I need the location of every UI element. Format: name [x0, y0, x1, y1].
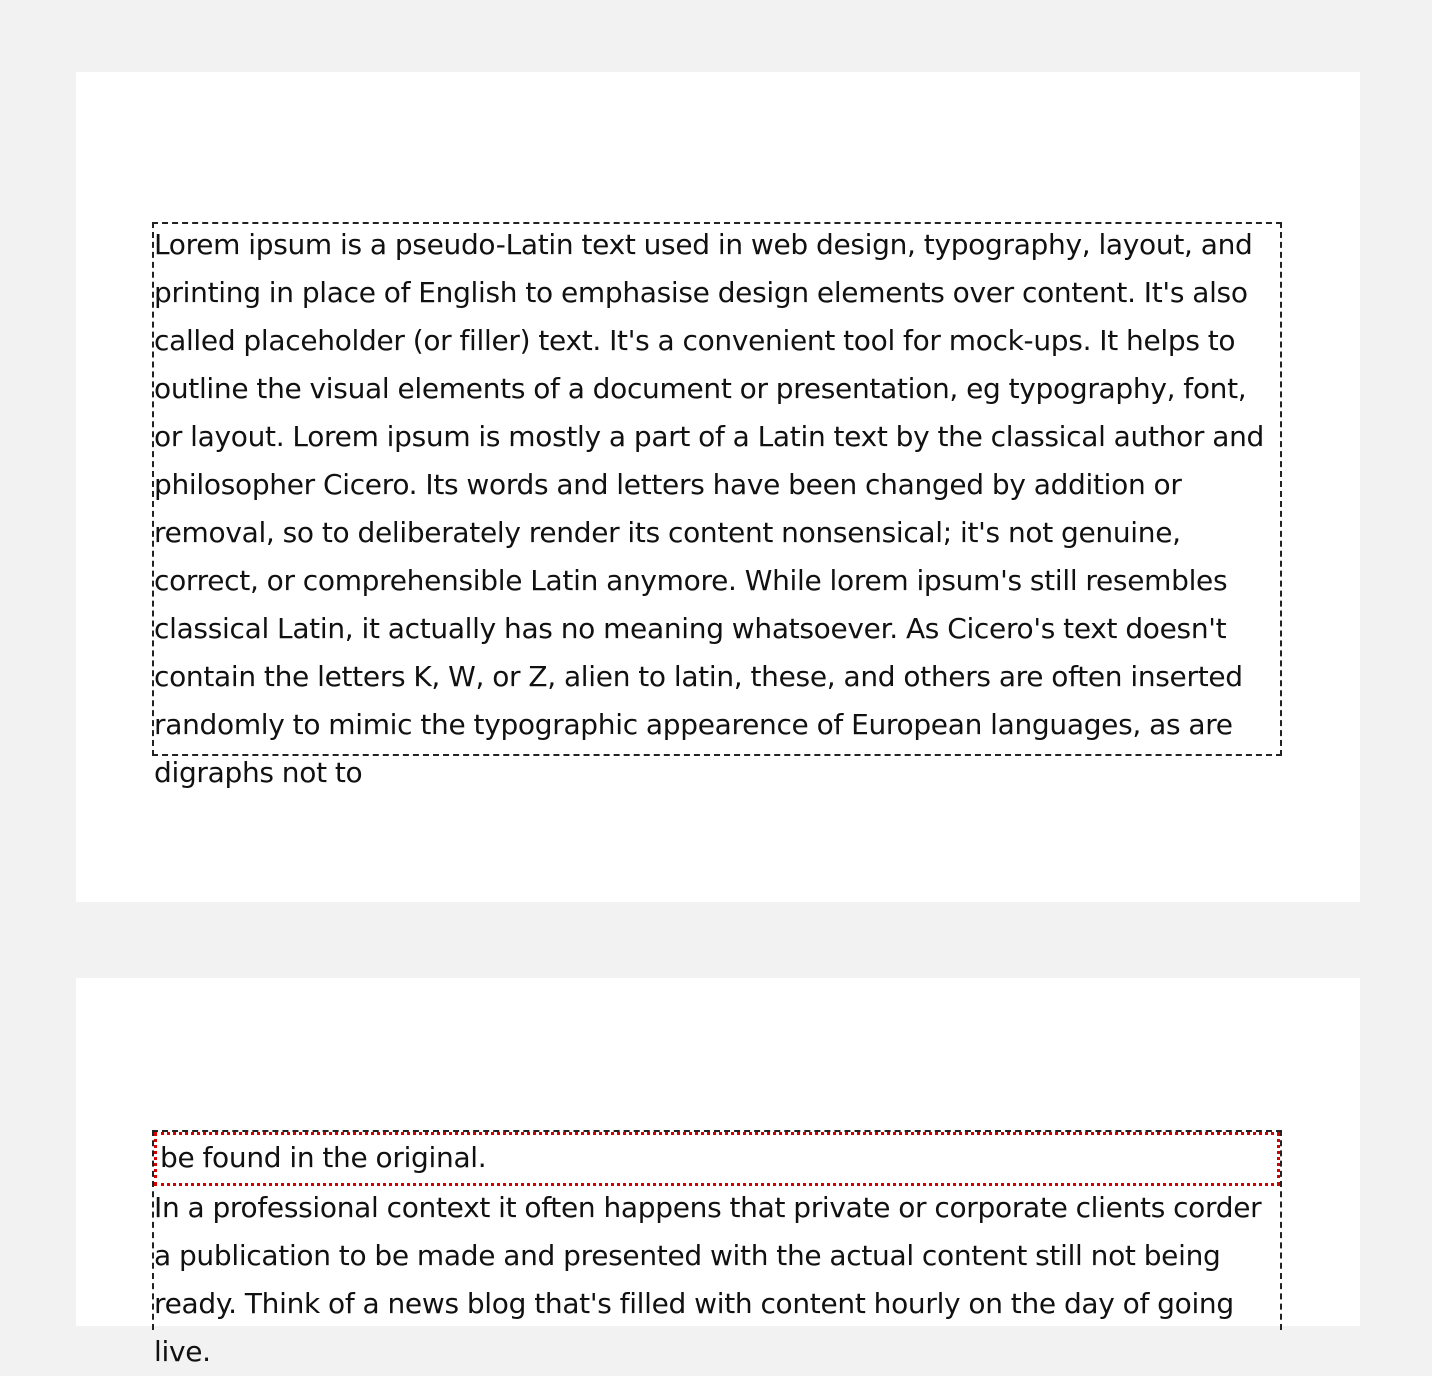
document-page-1 [76, 72, 1360, 902]
text-frame [152, 222, 1282, 789]
body-paragraph: In a professional context it often happens that private or corporate clients corder a publication to be made and presented with the actual content still not being ready. Think of a news blog that's filled with content hourly on the day of going live. [154, 1191, 1262, 1368]
highlighted-carryover-line: be found in the original. [154, 1132, 1280, 1186]
text-frame [152, 1130, 1282, 1368]
document-page-2 [76, 978, 1360, 1368]
body-paragraph: Lorem ipsum is a pseudo-Latin text used in web design, typography, layout, and printing in place of English to emphasise design elements over content. It's also called placeholder (or filler) text. It's a convenient tool for mock-ups. It helps to outline the visual elements of a document or presentation, eg typography, font, or layout. Lorem ipsum is mostly a part of a Latin text by the classical author and philosopher Cicero. Its words and letters have been changed by addition or removal, so to deliberately render its content nonsensical; it's not genuine, correct, or comprehensible Latin anymore. While lorem ipsum's still resembles classical Latin, it actually has no meaning whatsoever. As Cicero's text doesn't contain the letters K, W, or Z, alien to latin, these, and others are often inserted randomly to mimic the typographic appearence of European languages, as are digraphs not to [154, 228, 1265, 789]
